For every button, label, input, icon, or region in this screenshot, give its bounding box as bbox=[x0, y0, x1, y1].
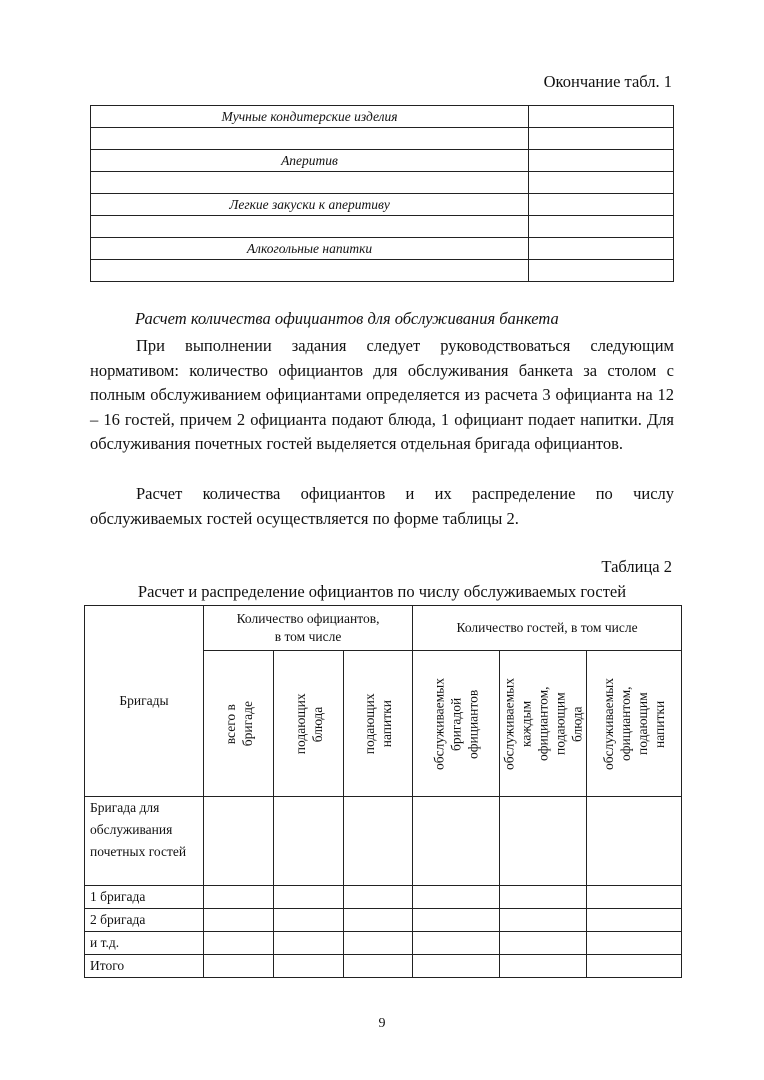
paragraph-norms: При выполнении задания следует руководствоваться следующим нормативом: количество официантов для обслуживания банкета за столом с полным обслуживанием официантами определяется из расчета 3 официанта на 12 – 16 гостей, причем 2 официанта подают блюда, 1 официант подает напитки. Для обслуживания почетных гостей выделяется отдельная бригада официантов. bbox=[90, 336, 674, 453]
row-label: 1 бригада bbox=[85, 886, 204, 909]
row-label: Бригада для обслуживания почетных гостей bbox=[85, 797, 204, 886]
col-header: обслуживаемых официантом, подающим напитки bbox=[587, 651, 682, 797]
col-header: подающих блюда bbox=[274, 651, 344, 797]
menu-cell: Легкие закуски к аперитиву bbox=[91, 194, 529, 216]
col-header: обслуживаемых каждым официантом, подающим блюда bbox=[500, 651, 587, 797]
table-row bbox=[85, 909, 682, 932]
menu-cell: Аперитив bbox=[91, 150, 529, 172]
row-label: и т.д. bbox=[85, 932, 204, 955]
continuation-label: Окончание табл. 1 bbox=[543, 72, 672, 91]
col-header: всего в бригаде bbox=[204, 651, 274, 797]
officer-table bbox=[84, 605, 682, 978]
brigades-header: Бригады bbox=[85, 606, 204, 797]
row-label: Итого bbox=[85, 955, 204, 978]
table-row bbox=[91, 216, 674, 238]
menu-value-cell bbox=[529, 172, 674, 194]
table-row bbox=[91, 238, 674, 260]
paragraph-table-ref: Расчет количества официантов и их распределение по числу обслуживаемых гостей осуществляется по форме таблицы 2. bbox=[90, 484, 674, 528]
menu-value-cell bbox=[529, 260, 674, 282]
table-row bbox=[91, 150, 674, 172]
officers-group-header: Количество официантов, в том числе bbox=[204, 606, 413, 651]
table2-title: Расчет и распределение официантов по числу обслуживаемых гостей bbox=[137, 582, 627, 601]
menu-cell bbox=[91, 216, 529, 238]
table-row bbox=[91, 260, 674, 282]
table-row bbox=[85, 797, 682, 886]
col-header: подающих напитки bbox=[344, 651, 413, 797]
menu-cell: Мучные кондитерские изделия bbox=[91, 106, 529, 128]
menu-cell bbox=[91, 128, 529, 150]
menu-value-cell bbox=[529, 194, 674, 216]
table-row bbox=[91, 172, 674, 194]
menu-cell bbox=[91, 172, 529, 194]
table2-label: Таблица 2 bbox=[601, 557, 672, 576]
menu-cell bbox=[91, 260, 529, 282]
table-row bbox=[91, 106, 674, 128]
menu-value-cell bbox=[529, 150, 674, 172]
section-heading: Расчет количества официантов для обслуживания банкета bbox=[135, 309, 559, 328]
table-row bbox=[91, 128, 674, 150]
menu-value-cell bbox=[529, 238, 674, 260]
menu-value-cell bbox=[529, 216, 674, 238]
page-number: 9 bbox=[378, 1016, 386, 1031]
col-header: обслуживаемых бригадой официантов bbox=[413, 651, 500, 797]
row-label: 2 бригада bbox=[85, 909, 204, 932]
table-row bbox=[85, 932, 682, 955]
menu-cell: Алкогольные напитки bbox=[91, 238, 529, 260]
table-row bbox=[85, 886, 682, 909]
table-row bbox=[85, 955, 682, 978]
menu-table bbox=[90, 105, 674, 282]
guests-group-header: Количество гостей, в том числе bbox=[413, 606, 682, 651]
table-row bbox=[91, 194, 674, 216]
menu-value-cell bbox=[529, 106, 674, 128]
menu-value-cell bbox=[529, 128, 674, 150]
